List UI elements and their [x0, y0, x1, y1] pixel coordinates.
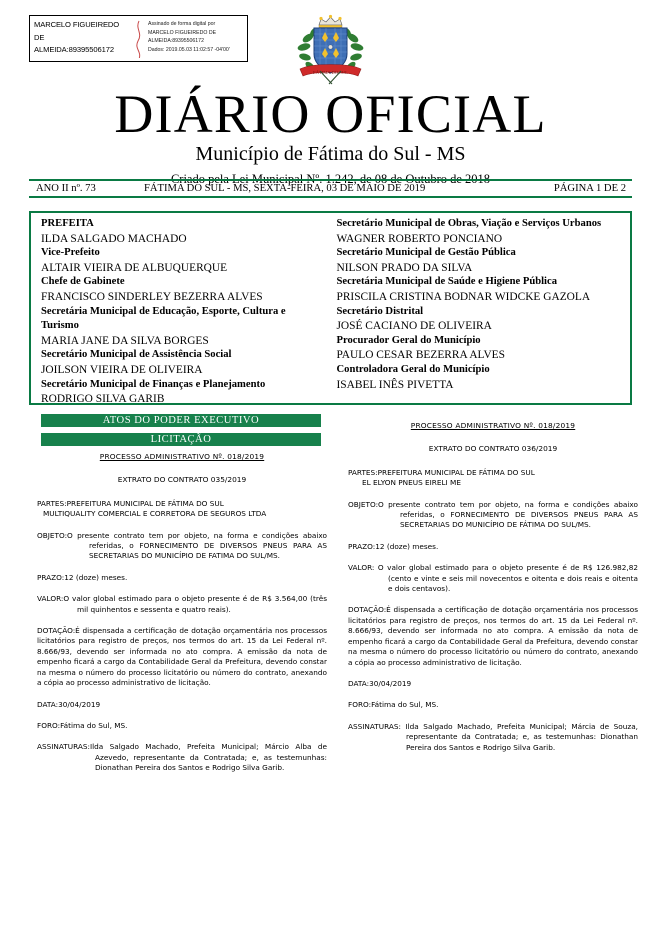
prazo-block: PRAZO:12 (doze) meses.	[348, 541, 439, 551]
partes-line-1: PARTES:PREFEITURA MUNICIPAL DE FÁTIMA DO SUL	[37, 498, 224, 508]
issue-info-bar	[29, 179, 632, 198]
signature-detail-line-2: MARCELO FIGUEIREDO DE	[148, 29, 217, 36]
foro-block: FORO:Fátima do Sul, MS.	[348, 700, 439, 710]
assinaturas-block: ASSINATURAS:Ilda Salgado Machado, Prefeita Municipal; Márcio Alba de Azevedo, representante da Contratada; e, as testemunhas: Dionathan Pereira dos Santos e Rodrigo Silva Garib.	[37, 742, 327, 773]
official-name: ISABEL INÊS PIVETTA	[336, 378, 454, 391]
data-block: DATA:30/04/2019	[37, 699, 101, 709]
page-title: DIÁRIO OFICIAL	[114, 84, 547, 144]
valor-block: VALOR:O valor global estimado para o objeto presente é de R$ 3.564,00 (três mil quinhentos e sessenta e quatro reais).	[37, 594, 327, 614]
objeto-block: OBJETO:O presente contrato tem por objeto, na forma e condições abaixo referidas, o FORNECIMENTO DE DIVERSOS PNEUS PARA AS SECRETARIAS DO MUNICÍPIO DE FATIMA DO SUL/MS.	[37, 530, 327, 561]
official-role: PREFEITA	[41, 218, 94, 229]
issue-year-number: ANO II nº. 73	[36, 183, 96, 194]
official-name: MARIA JANE DA SILVA BORGES	[41, 334, 209, 347]
masthead	[0, 86, 661, 188]
official-name: JOILSON VIEIRA DE OLIVEIRA	[41, 363, 203, 376]
page-number: PÁGINA 1 DE 2	[553, 183, 626, 194]
official-name: WAGNER ROBERTO PONCIANO	[336, 232, 503, 245]
signature-name-line-2: DE	[34, 32, 45, 42]
official-name: PRISCILA CRISTINA BODNAR WIDCKE GAZOLA	[336, 290, 591, 303]
assinaturas-block: ASSINATURAS: Ilda Salgado Machado, Prefeita Municipal; Márcia de Souza, representante da Contratada; e, as testemunhas: Dionathan Pereira dos Santos e Rodrigo Silva Garib.	[348, 721, 638, 752]
data-block: DATA:30/04/2019	[348, 678, 412, 688]
signature-detail-line-4: Dados: 2019.05.03 11:02:57 -04'00'	[148, 46, 230, 53]
partes-line-2: EL ELYON PNEUS EIRELI ME	[362, 478, 461, 488]
process-title: PROCESSO ADMINISTRATIVO Nº. 018/2019	[410, 421, 576, 430]
official-role: Vice-Prefeito	[41, 247, 100, 259]
dotacao-block: DOTAÇÃO:É dispensada a certificação de dotação orçamentária nos processos licitatórios para registro de preços, nos termos do art. 15 da Lei Federal nº. 8.666/93, devendo ser informada no ato compra. A emissão da nota de empenho ficará a cargo da Contabilidade Geral da Prefeitura, devendo constar na mesma o número do processo licitatório ou número do contrato, anexando a cópia ao processo administrativo de licitação.	[37, 626, 327, 688]
left-content-column	[37, 452, 327, 785]
official-name: JOSÉ CACIANO DE OLIVEIRA	[336, 320, 492, 333]
process-title: PROCESSO ADMINISTRATIVO Nº. 018/2019	[99, 452, 265, 461]
officials-column-left	[31, 217, 331, 406]
foro-block: FORO:Fátima do Sul, MS.	[37, 720, 128, 730]
signature-detail-line-3: ALMEIDA:89395506172	[148, 38, 204, 45]
signature-details	[134, 16, 247, 61]
official-role: Secretário Distrital	[336, 305, 424, 317]
masthead-law-line: Criado pela Lei Municipal Nº. 1.242, de 08 de Outubro de 2018	[170, 172, 491, 186]
municipal-coat-of-arms-icon	[292, 14, 369, 86]
official-name: PAULO CESAR BEZERRA ALVES	[336, 349, 505, 362]
official-name: FRANCISCO SINDERLEY BEZERRA ALVES	[41, 290, 263, 303]
partes-line-1: PARTES:PREFEITURA MUNICIPAL DE FÁTIMA DO SUL	[348, 467, 535, 477]
officials-column-right	[331, 217, 631, 403]
contract-extract-title: EXTRATO DO CONTRATO 035/2019	[117, 475, 247, 485]
official-role: Procurador Geral do Município	[336, 334, 481, 346]
official-role: Secretário Municipal de Assistência Social	[41, 349, 232, 361]
prazo-block: PRAZO:12 (doze) meses.	[37, 572, 128, 582]
partes-line-2: MULTIQUALITY COMERCIAL E CORRETORA DE SEGUROS LTDA	[43, 509, 267, 519]
digital-signature-stamp	[29, 15, 248, 62]
officials-box	[29, 211, 632, 405]
official-role: Secretário Municipal de Obras, Viação e Serviços Urbanos	[336, 218, 602, 229]
official-role: Chefe de Gabinete	[41, 276, 125, 288]
signature-squiggle-icon	[134, 19, 144, 58]
section-banner-atos-poder-executivo: ATOS DO PODER EXECUTIVO	[41, 414, 321, 427]
signature-name-line-1: MARCELO FIGUEIREDO	[34, 20, 120, 29]
signature-detail-line-1: Assinado de forma digital por	[148, 21, 216, 27]
section-banner-licitacao: LICITAÇÃO	[41, 433, 321, 446]
objeto-block: OBJETO:O presente contrato tem por objeto, na forma e condições abaixo referidas, o FORNECIMENTO DE DIVERSOS PNEUS PARA AS SECRETARIAS DO MUNICÍPIO DE FÁTIMA DO SUL/MS.	[348, 499, 638, 530]
valor-block: VALOR: O valor global estimado para o objeto presente é de R$ 126.982,82 (cento e vinte e seis mil novecentos e oitenta e dois reais e oitenta e dois centavos).	[348, 563, 638, 594]
issue-date-location: FÁTIMA DO SUL - MS, SEXTA-FEIRA, 03 DE MAIO DE 2019	[144, 183, 426, 194]
masthead-subtitle: Município de Fátima do Sul - MS	[195, 143, 466, 165]
official-role: Controladora Geral do Município	[336, 363, 490, 375]
svg-text:FÁTIMA DO SUL: FÁTIMA DO SUL	[313, 70, 348, 75]
official-name: RODRIGO SILVA GARIB	[41, 393, 165, 406]
contract-extract-title: EXTRATO DO CONTRATO 036/2019	[428, 444, 558, 454]
dotacao-block: DOTAÇÃO:É dispensada a certificação de dotação orçamentária nos processos licitatórios para registro de preços, nos termos do art. 15 da Lei Federal nº. 8.666/93, devendo ser informada no ato compra. A emissão da nota de empenho ficará a cargo da Contabilidade Geral da Prefeitura, devendo constar na mesma o número do processo licitatório ou número do contrato, anexando a cópia ao processo administrativo de licitação.	[348, 605, 638, 667]
official-name: ALTAIR VIEIRA DE ALBUQUERQUE	[41, 261, 228, 274]
right-content-column	[348, 421, 638, 764]
official-name: NILSON PRADO DA SILVA	[336, 261, 473, 274]
signature-name-line-3: ALMEIDA:89395506172	[34, 45, 115, 55]
official-role: Secretária Municipal de Saúde e Higiene Pública	[336, 276, 557, 288]
partes-block	[37, 499, 327, 520]
official-role: Secretário Municipal de Finanças e Planejamento	[41, 378, 266, 390]
signature-name	[30, 16, 134, 61]
partes-block	[348, 468, 638, 489]
official-role: Secretária Municipal de Educação, Esporte, Cultura e Turismo	[41, 305, 286, 332]
official-role: Secretário Municipal de Gestão Pública	[336, 247, 516, 259]
official-name: ILDA SALGADO MACHADO	[41, 232, 187, 245]
